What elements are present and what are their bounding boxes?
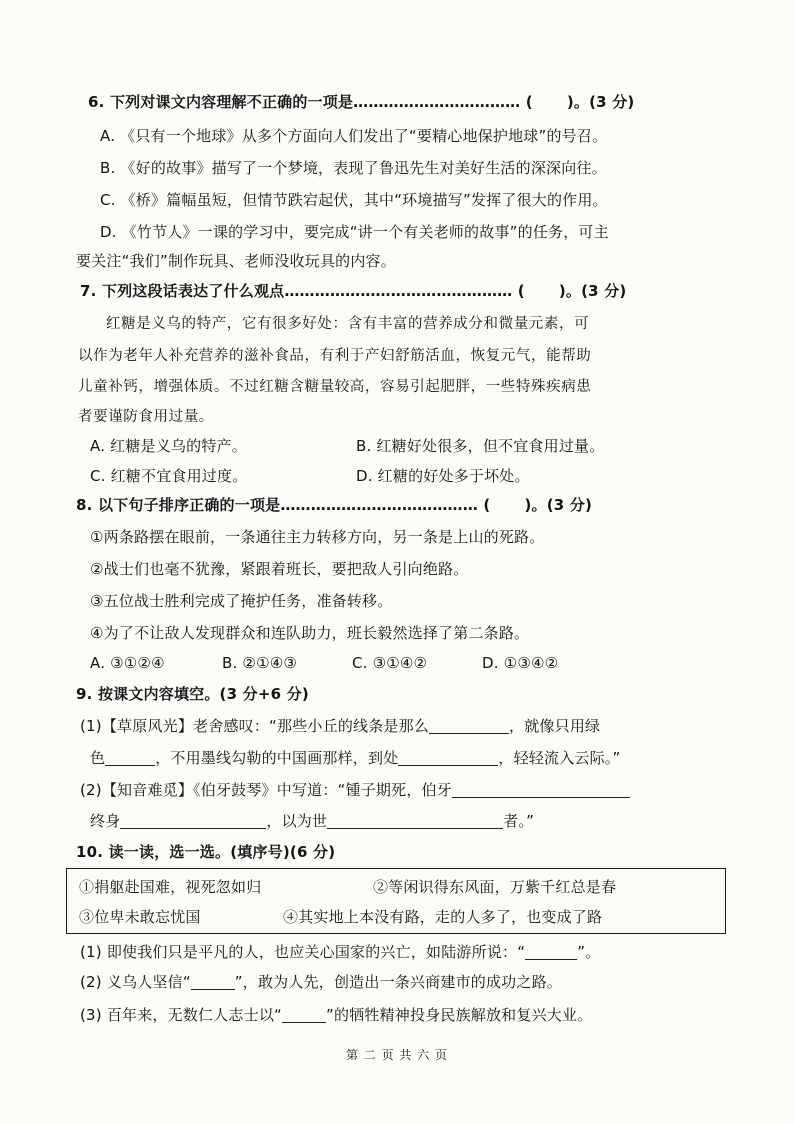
q10-sentence-3-tail: ”的牺牲精神投身民族解放和复兴大业。	[326, 1006, 593, 1024]
q9-line2-tail: ，轻轻流入云际。”	[498, 749, 621, 767]
q8-stem	[76, 495, 592, 515]
q9-line2	[90, 748, 620, 768]
fill-blank[interactable]	[429, 719, 509, 734]
q7-score: )。(3 分)	[558, 282, 627, 300]
q7-option-a: A. 红糖是义乌的特产。	[90, 437, 247, 455]
q8-option-a: A. ③①②④	[90, 654, 165, 672]
q7-passage-line2: 以作为老年人补充营养的滋补食品，有利于产妇舒筋活血，恢复元气，能帮助	[78, 348, 592, 364]
fill-blank[interactable]	[120, 814, 266, 829]
q9-line1	[80, 716, 600, 736]
q9-line4-tail: 者。”	[503, 812, 535, 830]
q7-passage-line4: 者要谨防食用过量。	[78, 409, 214, 425]
q9-line4-text: ，以为世	[266, 812, 328, 830]
q10-sentence-2	[80, 972, 562, 992]
q8-sentence-2: ②战士们也毫不犹豫，紧跟着班长，要把敌人引向绝路。	[90, 560, 469, 578]
q7-stem	[80, 281, 626, 301]
q10-sentence-1	[80, 942, 600, 962]
q9-line4	[90, 811, 534, 831]
q9-line1-tail: ，就像只用绿	[509, 717, 601, 735]
q6-option-a: A. 《只有一个地球》从多个方面向人们发出了“要精心地保护地球”的号召。	[100, 127, 608, 145]
q8-score: )。(3 分)	[524, 496, 593, 514]
fill-blank[interactable]	[327, 814, 503, 829]
q6-stem-text: 6. 下列对课文内容理解不正确的一项是…………………………… (	[88, 93, 533, 111]
q8-stem-text: 8. 以下句子排序正确的一项是………………………………… (	[76, 496, 491, 514]
q10-sentence-1-tail: ”。	[577, 943, 601, 961]
q10-sentence-3-text: (3) 百年来，无数仁人志士以“	[80, 1006, 282, 1024]
q10-option-1: ①捐躯赴国难，视死忽如归	[79, 878, 262, 896]
q8-sentence-3: ③五位战士胜利完成了掩护任务，准备转移。	[90, 592, 393, 610]
q7-passage-line1: 红糖是义乌的特产，它有很多好处：含有丰富的营养成分和微量元素，可	[106, 316, 590, 332]
q7-option-d: D. 红糖的好处多于坏处。	[356, 467, 530, 485]
q10-option-3: ③位卑未敢忘忧国	[79, 908, 201, 926]
q7-passage-line3: 儿童补钙，增强体质。不过红糖含糖量较高，容易引起肥胖，一些特殊疾病患	[78, 379, 592, 395]
q7-stem-text: 7. 下列这段话表达了什么观点……………………………………… (	[80, 282, 525, 300]
fill-blank[interactable]	[398, 751, 498, 766]
fill-blank[interactable]	[452, 783, 630, 798]
q8-sentence-4: ④为了不让敌人发现群众和连队助力，班长毅然选择了第二条路。	[90, 624, 530, 642]
q10-sentence-2-text: (2) 义乌人坚信“	[80, 973, 191, 991]
q10-option-4: ④其实地上本没有路，走的人多了，也变成了路	[283, 908, 603, 926]
q8-option-d: D. ①③④②	[482, 654, 559, 672]
q8-sentence-1: ①两条路摆在眼前，一条通往主力转移方向，另一条是上山的死路。	[90, 528, 545, 546]
q6-option-c: C. 《桥》篇幅虽短，但情节跌宕起伏，其中“环境描写”发挥了很大的作用。	[100, 191, 608, 209]
q8-option-c: C. ③①④②	[352, 654, 428, 672]
q6-score: )。(3 分)	[566, 93, 635, 111]
q10-stem: 10. 读一读，选一选。(填序号)(6 分)	[76, 843, 336, 861]
q7-option-b: B. 红糖好处很多，但不宜食用过量。	[356, 437, 605, 455]
q10-sentence-1-text: (1) 即使我们只是平凡的人，也应关心国家的兴亡，如陆游所说：“	[80, 943, 526, 961]
q10-sentence-2-tail: ”，敢为人先，创造出一条兴商建市的成功之路。	[234, 973, 562, 991]
q6-option-b: B. 《好的故事》描写了一个梦境，表现了鲁迅先生对美好生活的深深向往。	[100, 159, 607, 177]
q10-options-box	[66, 868, 726, 934]
q8-option-b: B. ②①④③	[222, 654, 298, 672]
q7-option-c: C. 红糖不宜食用过度。	[90, 467, 248, 485]
q6-option-d-line2: 要关注“我们”制作玩具、老师没收玩具的内容。	[76, 252, 396, 270]
q9-line2-text: ，不用墨线勾勒的中国画那样，到处	[155, 749, 399, 767]
fill-blank[interactable]	[525, 945, 577, 960]
q9-line2-head: 色	[90, 749, 106, 767]
page-footer: 第 二 页 共 六 页	[345, 1048, 449, 1062]
q10-sentence-3	[80, 1005, 592, 1025]
q9-stem: 9. 按课文内容填空。(3 分+6 分)	[76, 685, 309, 703]
q6-option-d-line1: D. 《竹节人》一课的学习中，要完成“讲一个有关老师的故事”的任务，可主	[100, 223, 609, 241]
q9-line1-text: (1)【草原风光】老舍感叹：“那些小丘的线条是那么	[80, 717, 430, 735]
fill-blank[interactable]	[191, 975, 235, 990]
q9-line3-text: (2)【知音难觅】《伯牙鼓琴》中写道：“锺子期死，伯牙	[80, 781, 452, 799]
fill-blank[interactable]	[282, 1008, 326, 1023]
q9-line4-head: 终身	[90, 812, 121, 830]
q6-stem	[88, 92, 634, 112]
fill-blank[interactable]	[105, 751, 155, 766]
q9-line3	[80, 780, 630, 800]
q10-option-2: ②等闲识得东风面，万紫千红总是春	[373, 878, 617, 896]
